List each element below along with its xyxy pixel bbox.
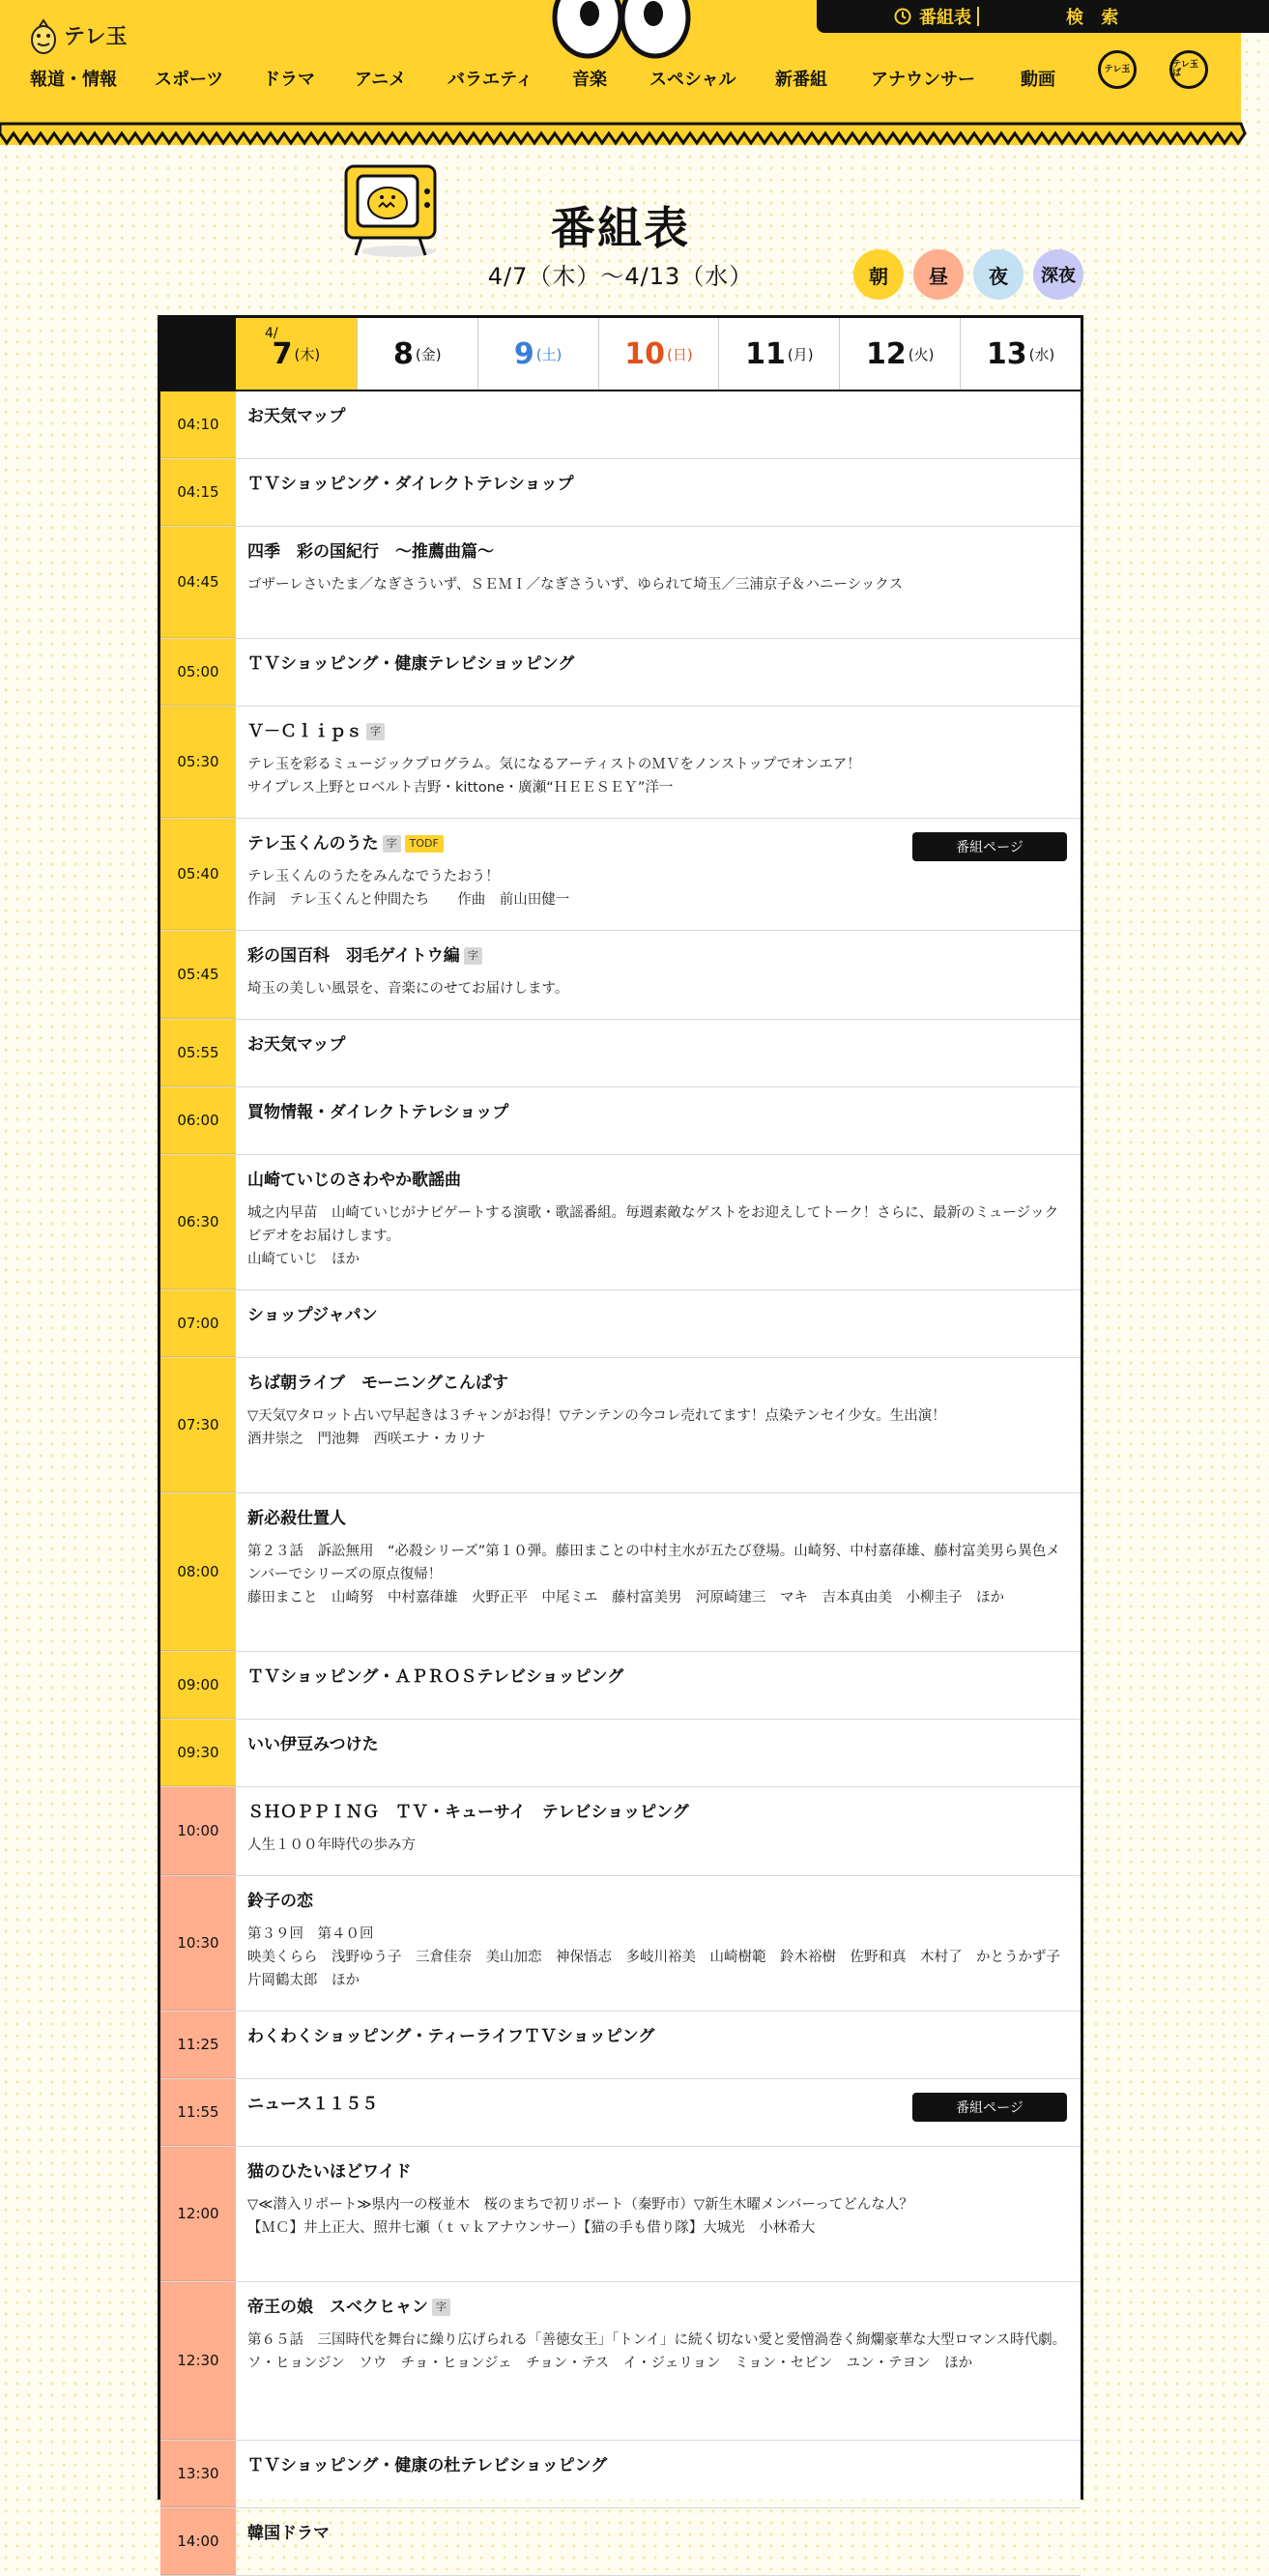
time-evening-label: 夜 bbox=[989, 264, 1008, 288]
program-description bbox=[247, 1201, 1067, 1271]
program-slot[interactable] bbox=[160, 459, 1081, 527]
program-title[interactable] bbox=[247, 944, 1067, 968]
program-title[interactable] bbox=[247, 720, 1067, 743]
day-number: 9 bbox=[513, 336, 534, 371]
program-guide-label: 番組表 bbox=[919, 8, 971, 28]
program-info bbox=[247, 1304, 1067, 1327]
page-title: 番組表 bbox=[551, 202, 690, 254]
program-description bbox=[247, 573, 1067, 596]
nav-anime[interactable]: アニメ bbox=[355, 70, 407, 90]
program-slot[interactable] bbox=[160, 2282, 1081, 2441]
program-time: 04:15 bbox=[160, 459, 236, 526]
program-info bbox=[247, 2296, 1067, 2375]
program-time: 08:00 bbox=[160, 1493, 236, 1651]
program-time: 05:55 bbox=[160, 1020, 236, 1086]
program-time: 14:00 bbox=[160, 2508, 236, 2575]
program-time: 11:25 bbox=[160, 2012, 236, 2078]
day-tab[interactable] bbox=[960, 318, 1081, 390]
program-time: 09:00 bbox=[160, 1652, 236, 1719]
program-time: 05:40 bbox=[160, 819, 236, 930]
global-nav bbox=[0, 60, 1241, 97]
program-info bbox=[247, 1507, 1067, 1609]
program-slot[interactable] bbox=[160, 2441, 1081, 2508]
program-time: 05:00 bbox=[160, 639, 236, 706]
program-slot[interactable] bbox=[160, 1720, 1081, 1787]
program-title-text: ショップジャパン bbox=[247, 1306, 378, 1325]
time-late-night-label: 深夜 bbox=[1041, 266, 1076, 286]
program-page-button[interactable]: 番組ページ bbox=[912, 2093, 1067, 2122]
nav-videos[interactable]: 動画 bbox=[1021, 70, 1055, 90]
day-number: 11 bbox=[745, 336, 786, 371]
program-info bbox=[247, 2454, 1067, 2477]
program-page-button[interactable]: 番組ページ bbox=[912, 832, 1067, 861]
program-title-text: Ｖ－Ｃｌｉｐｓ bbox=[247, 722, 362, 741]
program-description bbox=[247, 1404, 1067, 1451]
program-info bbox=[247, 1733, 1067, 1756]
pass-button-label: テレ玉ぱ bbox=[1172, 60, 1198, 78]
program-time: 06:30 bbox=[160, 1155, 236, 1289]
day-tab[interactable] bbox=[839, 318, 960, 390]
nav-announcers[interactable]: アナウンサー bbox=[871, 70, 975, 90]
program-title[interactable] bbox=[247, 1033, 1067, 1056]
program-title-text: ＴＶショッピング・ダイレクトテレショップ bbox=[247, 475, 574, 494]
program-slot[interactable] bbox=[160, 931, 1081, 1020]
todf-badge: TODF bbox=[405, 835, 444, 853]
program-title-text: ちば朝ライブ モーニングこんぱす bbox=[247, 1374, 508, 1393]
program-info bbox=[247, 652, 1067, 676]
program-info bbox=[247, 1033, 1067, 1056]
program-title[interactable] bbox=[247, 540, 1067, 564]
nav-special[interactable]: スペシャル bbox=[649, 70, 736, 90]
program-title-text: ニュース１１５５ bbox=[247, 2095, 379, 2114]
program-slot[interactable] bbox=[160, 1876, 1081, 2012]
program-slot[interactable] bbox=[160, 2508, 1081, 2576]
program-title-text: 彩の国百科 羽毛ゲイトウ編 bbox=[247, 946, 460, 966]
program-description-line: テレ玉くんのうたをみんなでうたおう！ bbox=[247, 869, 500, 884]
program-time: 11:55 bbox=[160, 2079, 236, 2146]
subtitle-badge: 字 bbox=[464, 947, 482, 965]
program-description bbox=[247, 865, 1067, 912]
day-tab[interactable] bbox=[598, 318, 719, 390]
program-description bbox=[247, 2329, 1067, 2375]
program-description-line: 城之内早苗 山崎ていじがナビゲートする演歌・歌謡番組。毎週素敵なゲストをお迎えしてトーク！さらに、最新のミュージックビデオをお届けします。 bbox=[247, 1205, 1059, 1244]
program-slot[interactable] bbox=[160, 527, 1081, 639]
program-description bbox=[247, 753, 1067, 799]
program-title-text: ＴＶショッピング・ＡＰＲＯＳテレビショッピング bbox=[247, 1667, 624, 1687]
program-description-line: 人生１００年時代の歩み方 bbox=[247, 1838, 416, 1853]
day-weekday: (月) bbox=[787, 345, 814, 363]
program-title[interactable] bbox=[247, 1890, 1067, 1913]
time-morning-label: 朝 bbox=[869, 264, 888, 288]
day-selector-corner bbox=[160, 318, 236, 390]
day-number: 8 bbox=[392, 336, 414, 371]
program-time: 07:30 bbox=[160, 1358, 236, 1492]
nav-news[interactable]: 報道・情報 bbox=[30, 70, 117, 90]
program-description bbox=[247, 1834, 1067, 1857]
program-title-text: お天気マップ bbox=[247, 407, 346, 426]
day-weekday: (日) bbox=[667, 345, 693, 363]
time-late-night-button[interactable] bbox=[1033, 249, 1083, 300]
program-title[interactable] bbox=[247, 405, 1067, 428]
program-info bbox=[247, 1101, 1067, 1124]
program-title[interactable] bbox=[247, 1101, 1067, 1124]
program-title-text: 新必殺仕置人 bbox=[247, 1509, 346, 1528]
program-slot[interactable] bbox=[160, 1652, 1081, 1720]
program-description bbox=[247, 977, 1067, 1000]
program-info bbox=[247, 944, 1067, 1000]
program-title-text: 鈴子の恋 bbox=[247, 1892, 313, 1911]
program-description bbox=[247, 2193, 1067, 2240]
program-title[interactable] bbox=[247, 1801, 1067, 1824]
program-title[interactable] bbox=[247, 1169, 1067, 1192]
program-slot[interactable] bbox=[160, 1358, 1081, 1493]
program-title[interactable] bbox=[247, 652, 1067, 676]
time-evening-button[interactable] bbox=[973, 249, 1024, 300]
program-description-line: 藤田まこと 山崎努 中村嘉葎雄 火野正平 中尾ミエ 藤村富美男 河原崎建三 マキ 吉本真由美 小柳圭子 ほか bbox=[247, 1590, 1004, 1606]
program-title-text: 買物情報・ダイレクトテレショップ bbox=[247, 1103, 509, 1122]
program-description-line: ソ・ヒョンジン ソウ チョ・ヒョンジェ チョン・テス イ・ジェリョン ミョン・セビン ユン・テヨン ほか bbox=[247, 2356, 973, 2371]
tele-tama-app-button[interactable] bbox=[1098, 50, 1137, 89]
program-slot[interactable] bbox=[160, 1155, 1081, 1290]
day-selector bbox=[160, 318, 1081, 391]
date-range: 4/7（木）〜4/13（水） bbox=[487, 263, 754, 290]
day-weekday: (火) bbox=[908, 345, 935, 363]
logo-text: テレ玉 bbox=[64, 24, 128, 49]
program-time: 09:30 bbox=[160, 1720, 236, 1786]
program-info bbox=[247, 720, 1067, 799]
program-info bbox=[247, 1372, 1067, 1451]
program-title-text: 帝王の娘 スベクヒャン bbox=[247, 2298, 428, 2317]
program-info bbox=[247, 540, 1067, 596]
program-title-text: 山崎ていじのさわやか歌謡曲 bbox=[247, 1171, 461, 1190]
time-morning-button[interactable] bbox=[853, 249, 904, 300]
program-description-line: 映美くらら 浅野ゆう子 三倉佳奈 美山加恋 神保悟志 多岐川裕美 山崎樹範 鈴木裕樹 佐野和真 木村了 かとうかず子 片岡鶴太郎 ほか bbox=[247, 1950, 1075, 1988]
tele-tama-pass-button[interactable] bbox=[1169, 50, 1208, 89]
day-tab[interactable] bbox=[236, 318, 357, 390]
program-title[interactable] bbox=[247, 2025, 1067, 2048]
nav-sports[interactable]: スポーツ bbox=[155, 70, 224, 90]
program-slot[interactable] bbox=[160, 2012, 1081, 2079]
program-title-text: 四季 彩の国紀行 ～推薦曲篇～ bbox=[247, 542, 494, 562]
time-noon-label: 昼 bbox=[929, 264, 948, 288]
program-title-text: テレ玉くんのうた bbox=[247, 834, 379, 854]
day-tab[interactable] bbox=[718, 318, 839, 390]
program-description bbox=[247, 1923, 1075, 1992]
program-slot[interactable] bbox=[160, 707, 1081, 819]
program-time: 10:00 bbox=[160, 1787, 236, 1875]
program-description-line: ▽≪潜入リポート≫県内一の桜並木 桜のまちで初リポート（秦野市）▽新生木曜メンバーってどんな人？ bbox=[247, 2197, 913, 2213]
program-info bbox=[247, 405, 1067, 428]
program-info bbox=[247, 2025, 1067, 2048]
clock-icon bbox=[894, 8, 911, 25]
program-title[interactable] bbox=[247, 2454, 1067, 2477]
program-slot[interactable] bbox=[160, 2147, 1081, 2282]
day-weekday: (木) bbox=[294, 345, 321, 363]
subtitle-badge: 字 bbox=[383, 835, 401, 853]
program-time: 10:30 bbox=[160, 1876, 236, 2011]
program-title-text: 猫のひたいほどワイド bbox=[247, 2162, 412, 2182]
program-title-text: わくわくショッピング・ティーライフＴＶショッピング bbox=[247, 2027, 655, 2046]
day-tab[interactable] bbox=[357, 318, 477, 390]
program-description-line: 酒井崇之 門池舞 西咲エナ・カリナ bbox=[247, 1432, 486, 1447]
top-bar bbox=[817, 0, 1269, 33]
subtitle-badge: 字 bbox=[432, 2299, 450, 2316]
program-time: 05:45 bbox=[160, 931, 236, 1019]
program-slot[interactable] bbox=[160, 1020, 1081, 1087]
search-link[interactable]: 検 索 bbox=[1066, 8, 1125, 28]
program-description-line: 第６５話 三国時代を舞台に繰り広げられる「善徳女王」「トンイ」に続く切ない愛と愛憎渦巻く絢爛豪華な大型ロマンス時代劇。 bbox=[247, 2332, 1067, 2348]
program-slot[interactable] bbox=[160, 1087, 1081, 1155]
program-slot[interactable] bbox=[160, 1290, 1081, 1358]
program-slot[interactable] bbox=[160, 819, 1081, 931]
program-time: 07:00 bbox=[160, 1290, 236, 1357]
day-month-label: 4/ bbox=[265, 326, 278, 341]
program-description-line: 埼玉の美しい風景を、音楽にのせてお届けします。 bbox=[247, 981, 569, 997]
program-title[interactable] bbox=[247, 1507, 1067, 1530]
program-description-line: ゴザーレさいたま／なぎさういず、ＳＥＭＩ／なぎさういず、ゆられて埼玉／三浦京子＆ハニーシックス bbox=[247, 577, 904, 593]
program-slot[interactable] bbox=[160, 639, 1081, 707]
program-guide-link[interactable] bbox=[817, 4, 971, 29]
day-weekday: (土) bbox=[535, 345, 562, 363]
program-title-text: ＴＶショッピング・健康の杜テレビショッピング bbox=[247, 2456, 608, 2475]
program-description-line: 山崎ていじ ほか bbox=[247, 1252, 360, 1267]
program-description-line: 【ＭＣ】井上正大、照井七瀬（ｔｖｋアナウンサー）【猫の手も借り隊】大城光 小林希大 bbox=[247, 2220, 816, 2236]
day-number: 7 bbox=[272, 336, 293, 371]
program-title[interactable] bbox=[247, 1665, 1067, 1689]
app-button-label: テレ玉 bbox=[1104, 64, 1131, 74]
program-title-text: 韓国ドラマ bbox=[247, 2524, 330, 2543]
program-info bbox=[247, 473, 1067, 496]
program-info bbox=[247, 2522, 1067, 2545]
program-title-text: お天気マップ bbox=[247, 1035, 346, 1055]
program-schedule bbox=[158, 315, 1083, 2550]
program-description-line: 第３９回 第４０回 bbox=[247, 1926, 374, 1942]
program-info bbox=[247, 1801, 1067, 1857]
program-slot[interactable] bbox=[160, 1493, 1081, 1652]
program-time: 04:10 bbox=[160, 391, 236, 458]
program-slot[interactable] bbox=[160, 2079, 1081, 2147]
nav-music[interactable]: 音楽 bbox=[572, 70, 607, 90]
program-description bbox=[247, 1540, 1067, 1609]
day-number: 13 bbox=[986, 336, 1027, 371]
day-number: 10 bbox=[624, 336, 665, 371]
program-info bbox=[247, 1890, 1075, 1992]
program-description-line: 第２３話 訴訟無用 “必殺シリーズ”第１０弾。藤田まことの中村主水が五たび登場。山崎努、中村嘉葎雄、藤村富美男ら異色メンバーでシリーズの原点復帰！ bbox=[247, 1544, 1060, 1582]
program-title-text: ＳＨＯＰＰＩＮＧ ＴＶ・キューサイ テレビショッピング bbox=[247, 1803, 689, 1822]
program-description-line: 作詞 テレ玉くんと仲間たち 作曲 前山田健一 bbox=[247, 892, 570, 908]
program-title[interactable] bbox=[247, 1733, 1067, 1756]
program-title-text: いい伊豆みつけた bbox=[247, 1735, 379, 1754]
day-weekday: (水) bbox=[1028, 345, 1055, 363]
time-noon-button[interactable] bbox=[913, 249, 964, 300]
program-title[interactable] bbox=[247, 2160, 1067, 2184]
program-time: 05:30 bbox=[160, 707, 236, 818]
program-title[interactable] bbox=[247, 1304, 1067, 1327]
program-slot[interactable] bbox=[160, 391, 1081, 459]
program-info bbox=[247, 1169, 1067, 1271]
program-title[interactable] bbox=[247, 1372, 1067, 1395]
day-tab[interactable] bbox=[477, 318, 598, 390]
tele-tama-logo[interactable] bbox=[29, 14, 128, 56]
program-time: 12:00 bbox=[160, 2147, 236, 2281]
nav-new-programs[interactable]: 新番組 bbox=[775, 70, 827, 90]
program-title-text: ＴＶショッピング・健康テレビショッピング bbox=[247, 654, 575, 674]
program-info bbox=[247, 1665, 1067, 1689]
mascot-eyes-icon bbox=[549, 0, 694, 60]
program-time: 13:30 bbox=[160, 2441, 236, 2507]
program-title[interactable] bbox=[247, 2296, 1067, 2319]
mascot-logo-icon bbox=[29, 14, 58, 55]
program-title[interactable] bbox=[247, 2522, 1067, 2545]
program-description-line: サイプレス上野とロベルト吉野・kittone・廣瀬“ＨＥＥＳＥＹ”洋一 bbox=[247, 780, 674, 796]
program-time: 04:45 bbox=[160, 527, 236, 638]
program-title[interactable] bbox=[247, 473, 1067, 496]
program-info bbox=[247, 2160, 1067, 2240]
nav-variety[interactable]: バラエティ bbox=[447, 70, 534, 90]
program-description-line: ▽天気▽タロット占い▽早起きは３チャンがお得！▽テンテンの今コレ売れてます！点染テンセイ少女。生出演！ bbox=[247, 1408, 946, 1424]
top-bar-divider bbox=[977, 7, 979, 26]
program-time: 12:30 bbox=[160, 2282, 236, 2440]
header-zigzag-border bbox=[0, 124, 1241, 153]
program-slot[interactable] bbox=[160, 1787, 1081, 1876]
day-number: 12 bbox=[865, 336, 907, 371]
program-description-line: テレ玉を彩るミュージックプログラム。気になるアーティストのＭＶをノンストップでオンエア！ bbox=[247, 757, 861, 772]
program-time: 06:00 bbox=[160, 1087, 236, 1154]
nav-drama[interactable]: ドラマ bbox=[263, 70, 315, 90]
subtitle-badge: 字 bbox=[366, 723, 385, 740]
day-weekday: (金) bbox=[415, 345, 442, 363]
